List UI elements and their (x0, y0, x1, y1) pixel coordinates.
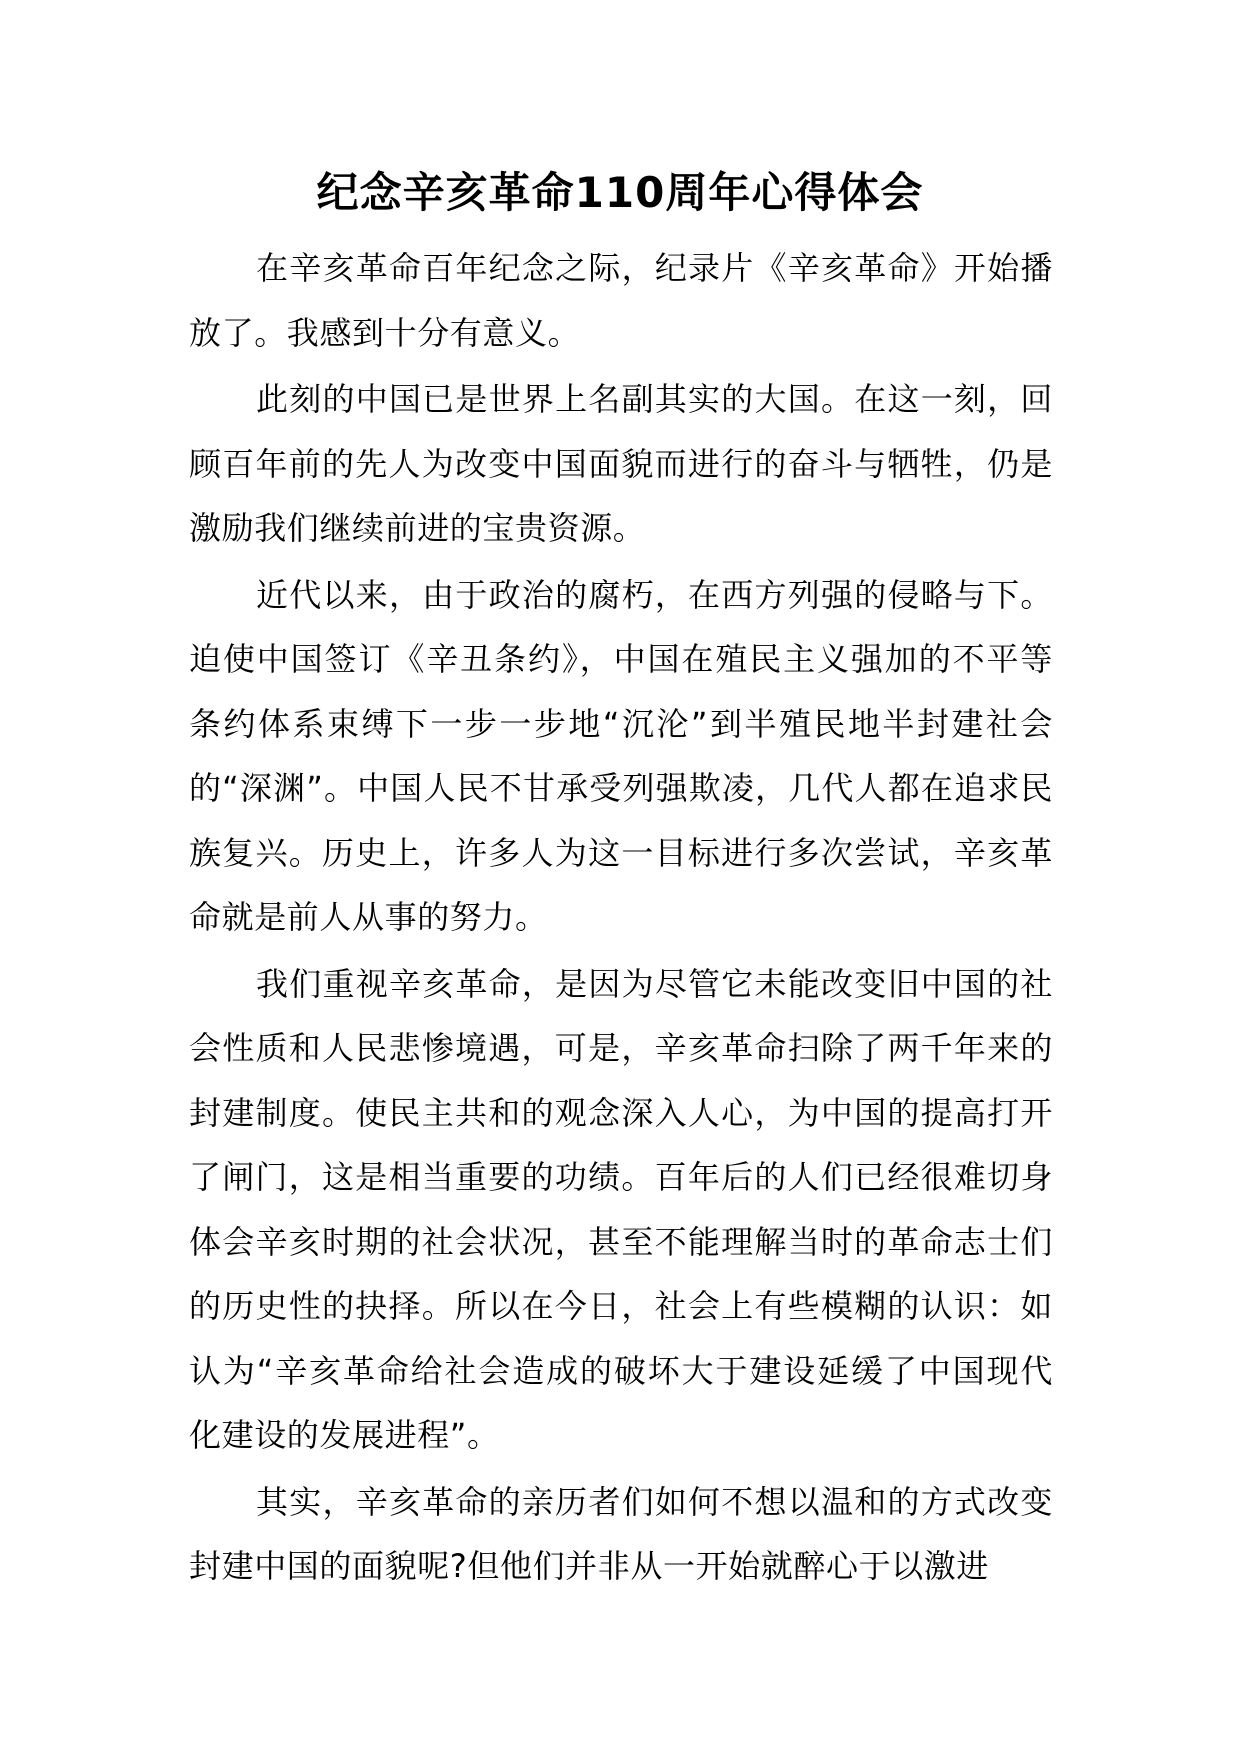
document-title: 纪念辛亥革命110周年心得体会 (316, 168, 924, 217)
paragraph: 此刻的中国已是世界上名副其实的大国。在这一刻，回顾百年前的先人为改变中国面貌而进行的奋斗与牺牲，仍是激励我们继续前进的宝贵资源。 (189, 380, 1053, 547)
paragraph: 在辛亥革命百年纪念之际，纪录片《辛亥革命》开始播放了。我感到十分有意义。 (189, 249, 1053, 352)
document-body (189, 236, 1053, 1599)
paragraph: 我们重视辛亥革命，是因为尽管它未能改变旧中国的社会性质和人民悲惨境遇，可是，辛亥革命扫除了两千年来的封建制度。使民主共和的观念深入人心，为中国的提高打开了闸门，这是相当重要的功绩。百年后的人们已经很难切身体会辛亥时期的社会状况，甚至不能理解当时的革命志士们的历史性的抉择。所以在今日，社会上有些模糊的认识：如认为“辛亥革命给社会造成的破坏大于建设延缓了中国现代化建设的发展进程”。 (189, 964, 1053, 1454)
paragraph: 其实，辛亥革命的亲历者们如何不想以温和的方式改变封建中国的面貌呢?但他们并非从一开始就醉心于以激进 (189, 1482, 1053, 1585)
paragraph: 近代以来，由于政治的腐朽，在西方列强的侵略与下。迫使中国签订《辛丑条约》，中国在殖民主义强加的不平等条约体系束缚下一步一步地“沉沦”到半殖民地半封建社会的“深渊”。中国人民不甘承受列强欺凌，几代人都在追求民族复兴。历史上，许多人为这一目标进行多次尝试，辛亥革命就是前人从事的努力。 (189, 575, 1053, 936)
